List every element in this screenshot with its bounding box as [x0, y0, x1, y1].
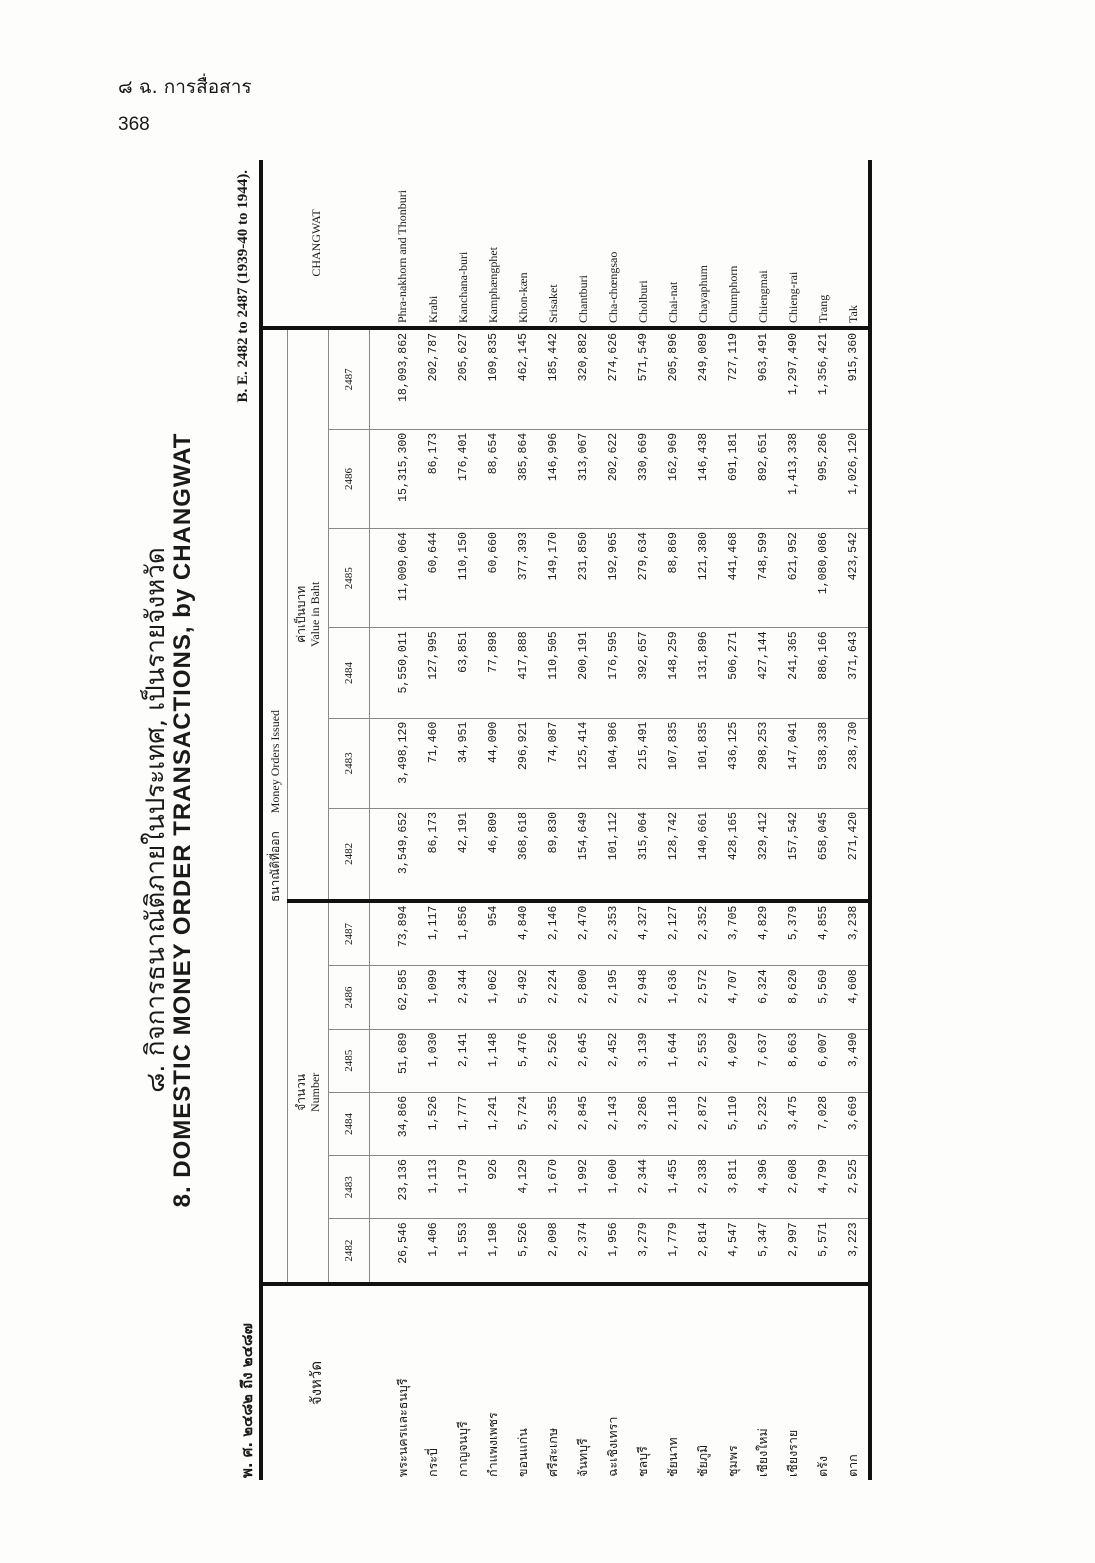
number-cell: 23,136: [370, 1156, 419, 1219]
number-cell: 2,872: [688, 1092, 718, 1155]
number-cell: 7,637: [748, 1029, 778, 1092]
changwat-name-thai: ขอนแก่น: [508, 1284, 538, 1480]
section-label: ๘ ฉ. การสื่อสาร: [118, 76, 252, 98]
value-cell: 192,965: [598, 529, 628, 628]
number-cell: 926: [478, 1156, 508, 1219]
value-cell: 371,643: [838, 628, 870, 718]
header-number-english: Number: [308, 1072, 322, 1113]
value-cell: 441,468: [718, 529, 748, 628]
value-cell: 249,089: [688, 328, 718, 429]
value-cell: 915,360: [838, 328, 870, 429]
value-cell: 71,460: [418, 718, 448, 808]
value-cell: 313,067: [568, 429, 598, 528]
value-cell: 205,896: [658, 328, 688, 429]
header-group-thai: ธนาณัติที่ออก: [267, 831, 282, 903]
number-cell: 2,338: [688, 1156, 718, 1219]
changwat-name-thai: พระนครและธนบุรี: [370, 1284, 419, 1480]
changwat-name-english: Phra-nakhorn and Thonburi: [370, 160, 419, 328]
value-cell: 176,595: [598, 628, 628, 718]
number-cell: 1,644: [658, 1029, 688, 1092]
value-cell: 571,549: [628, 328, 658, 429]
value-cell: 110,150: [448, 529, 478, 628]
value-cell: 320,882: [568, 328, 598, 429]
changwat-name-thai: ชุมพร: [718, 1284, 748, 1480]
header-value-thai: ค่าเป็นบาท: [294, 585, 308, 643]
number-cell: 1,636: [658, 966, 688, 1029]
value-cell: 46,809: [478, 808, 508, 900]
value-cell: 60,644: [418, 529, 448, 628]
changwat-name-thai: จันทบุรี: [568, 1284, 598, 1480]
value-cell: 427,144: [748, 628, 778, 718]
number-cell: 2,143: [598, 1092, 628, 1155]
value-cell: 18,093,862: [370, 328, 419, 429]
value-cell: 110,505: [538, 628, 568, 718]
changwat-name-thai: กระบี่: [418, 1284, 448, 1480]
changwat-name-thai: ตรัง: [808, 1284, 838, 1480]
value-cell: 748,599: [748, 529, 778, 628]
value-cell: 200,191: [568, 628, 598, 718]
changwat-name-english: Chieng-rai: [778, 160, 808, 328]
table-row: [688, 160, 718, 1480]
number-cell: 1,455: [658, 1156, 688, 1219]
value-cell: 329,412: [748, 808, 778, 900]
number-cell: 2,118: [658, 1092, 688, 1155]
number-cell: 1,198: [478, 1219, 508, 1284]
number-cell: 4,707: [718, 966, 748, 1029]
value-cell: 658,045: [808, 808, 838, 900]
money-order-table: [259, 160, 872, 1480]
number-cell: 2,141: [448, 1029, 478, 1092]
value-cell: 157,542: [778, 808, 808, 900]
changwat-name-english: Srisaket: [538, 160, 568, 328]
value-cell: 109,835: [478, 328, 508, 429]
header-number: [288, 901, 329, 1284]
changwat-name-english: Chantburi: [568, 160, 598, 328]
value-cell: 121,380: [688, 529, 718, 628]
value-cell: 146,438: [688, 429, 718, 528]
table-row: [508, 160, 538, 1480]
header-year-value-2486: 2486: [329, 429, 370, 528]
number-cell: 5,569: [808, 966, 838, 1029]
number-cell: 3,475: [778, 1092, 808, 1155]
value-cell: 423,542: [838, 529, 870, 628]
number-cell: 4,799: [808, 1156, 838, 1219]
number-cell: 4,829: [748, 901, 778, 966]
value-cell: 89,830: [538, 808, 568, 900]
header-year-value-2485: 2485: [329, 529, 370, 628]
number-cell: 2,224: [538, 966, 568, 1029]
number-cell: 5,526: [508, 1219, 538, 1284]
number-cell: 2,098: [538, 1219, 568, 1284]
value-cell: 146,996: [538, 429, 568, 528]
header-year-value-2484: 2484: [329, 628, 370, 718]
number-cell: 2,344: [448, 966, 478, 1029]
number-cell: 2,344: [628, 1156, 658, 1219]
value-cell: 298,253: [748, 718, 778, 808]
value-cell: 538,338: [808, 718, 838, 808]
value-cell: 63,851: [448, 628, 478, 718]
changwat-name-english: Chiengmai: [748, 160, 778, 328]
changwat-name-thai: ฉะเชิงเทรา: [598, 1284, 628, 1480]
number-cell: 5,476: [508, 1029, 538, 1092]
page-number: 368: [118, 114, 150, 135]
number-cell: 62,585: [370, 966, 419, 1029]
value-cell: 86,173: [418, 808, 448, 900]
number-cell: 2,845: [568, 1092, 598, 1155]
value-cell: 42,191: [448, 808, 478, 900]
changwat-name-thai: ตาก: [838, 1284, 870, 1480]
number-cell: 4,855: [808, 901, 838, 966]
value-cell: 107,835: [658, 718, 688, 808]
number-cell: 2,948: [628, 966, 658, 1029]
value-cell: 377,393: [508, 529, 538, 628]
number-cell: 1,148: [478, 1029, 508, 1092]
number-cell: 2,452: [598, 1029, 628, 1092]
number-cell: 2,525: [838, 1156, 870, 1219]
number-cell: 3,139: [628, 1029, 658, 1092]
table-row: [778, 160, 808, 1480]
header-group-english: Money Orders Issued: [267, 709, 282, 814]
value-cell: 149,170: [538, 529, 568, 628]
value-cell: 330,669: [628, 429, 658, 528]
value-cell: 241,365: [778, 628, 808, 718]
number-cell: 3,490: [838, 1029, 870, 1092]
value-cell: 162,969: [658, 429, 688, 528]
changwat-name-english: Cholburi: [628, 160, 658, 328]
value-cell: 127,995: [418, 628, 448, 718]
value-cell: 205,627: [448, 328, 478, 429]
value-cell: 147,041: [778, 718, 808, 808]
changwat-name-thai: กาญจนบุรี: [448, 1284, 478, 1480]
number-cell: 51,689: [370, 1029, 419, 1092]
number-cell: 3,811: [718, 1156, 748, 1219]
header-number-thai: จำนวน: [294, 1073, 308, 1111]
table-row: [718, 160, 748, 1480]
value-cell: 3,498,129: [370, 718, 419, 808]
table-row: [838, 160, 870, 1480]
number-cell: 1,030: [418, 1029, 448, 1092]
number-cell: 7,028: [808, 1092, 838, 1155]
number-cell: 5,110: [718, 1092, 748, 1155]
table-row: [808, 160, 838, 1480]
value-cell: 202,622: [598, 429, 628, 528]
value-cell: 101,112: [598, 808, 628, 900]
table-row: [448, 160, 478, 1480]
number-cell: 2,374: [568, 1219, 598, 1284]
number-cell: 2,800: [568, 966, 598, 1029]
number-cell: 3,705: [718, 901, 748, 966]
header-year-value-2482: 2482: [329, 808, 370, 900]
value-cell: 368,618: [508, 808, 538, 900]
number-cell: 3,238: [838, 901, 870, 966]
number-cell: 2,526: [538, 1029, 568, 1092]
value-cell: 101,835: [688, 718, 718, 808]
value-cell: 1,026,120: [838, 429, 870, 528]
number-cell: 8,663: [778, 1029, 808, 1092]
table-title-english: 8. DOMESTIC MONEY ORDER TRANSACTIONS, by CHANGWAT: [169, 432, 196, 1208]
value-cell: 691,181: [718, 429, 748, 528]
header-year-number-2486: 2486: [329, 966, 370, 1029]
value-cell: 392,657: [628, 628, 658, 718]
number-cell: 1,600: [598, 1156, 628, 1219]
number-cell: 1,553: [448, 1219, 478, 1284]
table-body: [370, 160, 871, 1480]
number-cell: 1,113: [418, 1156, 448, 1219]
value-cell: 271,420: [838, 808, 870, 900]
header-value: [288, 328, 329, 901]
number-cell: 3,223: [838, 1219, 870, 1284]
changwat-name-english: Khon-kæn: [508, 160, 538, 328]
table-title-thai: ๘. กิจการธนาณัติภายในประเทศ, เป็นรายจังหวัด: [141, 547, 171, 1093]
table-row: [478, 160, 508, 1480]
number-cell: 5,492: [508, 966, 538, 1029]
number-cell: 2,470: [568, 901, 598, 966]
value-cell: 148,259: [658, 628, 688, 718]
number-cell: 2,645: [568, 1029, 598, 1092]
value-cell: 995,286: [808, 429, 838, 528]
value-cell: 104,986: [598, 718, 628, 808]
period-thai: พ. ศ. ๒๔๘๒ ถึง ๒๔๘๗: [238, 1323, 256, 1478]
header-changwat-thai: จังหวัด: [261, 1284, 370, 1480]
number-cell: 5,347: [748, 1219, 778, 1284]
value-cell: 279,634: [628, 529, 658, 628]
number-cell: 1,856: [448, 901, 478, 966]
header-changwat-english: CHANGWAT: [261, 160, 370, 328]
number-cell: 4,129: [508, 1156, 538, 1219]
number-cell: 1,099: [418, 966, 448, 1029]
number-cell: 73,894: [370, 901, 419, 966]
value-cell: 3,549,652: [370, 808, 419, 900]
number-cell: 2,572: [688, 966, 718, 1029]
changwat-name-thai: กำแพงเพชร: [478, 1284, 508, 1480]
number-cell: 1,406: [418, 1219, 448, 1284]
header-year-number-2482: 2482: [329, 1219, 370, 1284]
number-cell: 34,866: [370, 1092, 419, 1155]
value-cell: 886,166: [808, 628, 838, 718]
number-cell: 1,992: [568, 1156, 598, 1219]
number-cell: 3,279: [628, 1219, 658, 1284]
changwat-name-thai: ชัยนาท: [658, 1284, 688, 1480]
number-cell: 2,608: [778, 1156, 808, 1219]
table-row: [598, 160, 628, 1480]
value-cell: 963,491: [748, 328, 778, 429]
number-cell: 2,146: [538, 901, 568, 966]
value-cell: 231,850: [568, 529, 598, 628]
number-cell: 1,179: [448, 1156, 478, 1219]
number-cell: 954: [478, 901, 508, 966]
header-year-value-2487: 2487: [329, 328, 370, 429]
number-cell: 5,232: [748, 1092, 778, 1155]
changwat-name-english: Krabi: [418, 160, 448, 328]
header-year-number-2487: 2487: [329, 901, 370, 966]
changwat-name-thai: เชียงราย: [778, 1284, 808, 1480]
number-cell: 2,997: [778, 1219, 808, 1284]
value-cell: 385,864: [508, 429, 538, 528]
value-cell: 15,315,300: [370, 429, 419, 528]
value-cell: 1,297,490: [778, 328, 808, 429]
number-cell: 2,127: [658, 901, 688, 966]
number-cell: 26,546: [370, 1219, 419, 1284]
value-cell: 44,090: [478, 718, 508, 808]
value-cell: 60,660: [478, 529, 508, 628]
value-cell: 428,165: [718, 808, 748, 900]
number-cell: 1,117: [418, 901, 448, 966]
number-cell: 4,608: [838, 966, 870, 1029]
value-cell: 1,080,086: [808, 529, 838, 628]
value-cell: 1,413,338: [778, 429, 808, 528]
value-cell: 621,952: [778, 529, 808, 628]
changwat-name-thai: เชียงใหม่: [748, 1284, 778, 1480]
number-cell: 5,379: [778, 901, 808, 966]
table-row: [658, 160, 688, 1480]
value-cell: 202,787: [418, 328, 448, 429]
rotated-table-page: [135, 160, 965, 1480]
value-cell: 176,401: [448, 429, 478, 528]
table-row: [628, 160, 658, 1480]
value-cell: 185,442: [538, 328, 568, 429]
header-year-row: [329, 160, 370, 1480]
value-cell: 274,626: [598, 328, 628, 429]
header-year-number-2484: 2484: [329, 1092, 370, 1155]
header-year-number-2483: 2483: [329, 1156, 370, 1219]
number-cell: 4,029: [718, 1029, 748, 1092]
value-cell: 727,119: [718, 328, 748, 429]
number-cell: 2,352: [688, 901, 718, 966]
changwat-name-english: Chai-nat: [658, 160, 688, 328]
table-row: [748, 160, 778, 1480]
number-cell: 1,241: [478, 1092, 508, 1155]
number-cell: 2,553: [688, 1029, 718, 1092]
value-cell: 131,896: [688, 628, 718, 718]
changwat-name-english: Trang: [808, 160, 838, 328]
changwat-name-english: Kanchana-buri: [448, 160, 478, 328]
changwat-name-english: Cha-chœngsao: [598, 160, 628, 328]
table-row: [538, 160, 568, 1480]
period-english: B. E. 2482 to 2487 (1939-40 to 1944).: [235, 170, 251, 403]
number-cell: 5,571: [808, 1219, 838, 1284]
number-cell: 2,814: [688, 1219, 718, 1284]
header-year-number-2485: 2485: [329, 1029, 370, 1092]
number-cell: 6,324: [748, 966, 778, 1029]
changwat-name-thai: ศรีสะเกษ: [538, 1284, 568, 1480]
table-row: [370, 160, 419, 1480]
changwat-name-english: Kamphængphet: [478, 160, 508, 328]
number-cell: 4,547: [718, 1219, 748, 1284]
value-cell: 77,898: [478, 628, 508, 718]
changwat-name-thai: ชัยภูมิ: [688, 1284, 718, 1480]
header-year-value-2483: 2483: [329, 718, 370, 808]
number-cell: 2,355: [538, 1092, 568, 1155]
changwat-name-thai: ชลบุรี: [628, 1284, 658, 1480]
value-cell: 88,869: [658, 529, 688, 628]
value-cell: 88,654: [478, 429, 508, 528]
value-cell: 296,921: [508, 718, 538, 808]
number-cell: 1,779: [658, 1219, 688, 1284]
value-cell: 128,742: [658, 808, 688, 900]
value-cell: 154,649: [568, 808, 598, 900]
value-cell: 315,064: [628, 808, 658, 900]
number-cell: 4,396: [748, 1156, 778, 1219]
number-cell: 1,062: [478, 966, 508, 1029]
changwat-name-english: Tak: [838, 160, 870, 328]
value-cell: 215,491: [628, 718, 658, 808]
header-money-orders-issued: [261, 328, 288, 1284]
number-cell: 2,195: [598, 966, 628, 1029]
value-cell: 11,009,064: [370, 529, 419, 628]
value-cell: 140,661: [688, 808, 718, 900]
number-cell: 3,669: [838, 1092, 870, 1155]
changwat-name-english: Chumphorn: [718, 160, 748, 328]
number-cell: 4,840: [508, 901, 538, 966]
number-cell: 4,327: [628, 901, 658, 966]
value-cell: 74,087: [538, 718, 568, 808]
value-cell: 892,651: [748, 429, 778, 528]
number-cell: 1,526: [418, 1092, 448, 1155]
value-cell: 436,125: [718, 718, 748, 808]
value-cell: 125,414: [568, 718, 598, 808]
number-cell: 1,670: [538, 1156, 568, 1219]
value-cell: 1,356,421: [808, 328, 838, 429]
value-cell: 417,888: [508, 628, 538, 718]
value-cell: 462,145: [508, 328, 538, 429]
number-cell: 6,007: [808, 1029, 838, 1092]
number-cell: 1,777: [448, 1092, 478, 1155]
number-cell: 1,956: [598, 1219, 628, 1284]
value-cell: 34,951: [448, 718, 478, 808]
number-cell: 8,620: [778, 966, 808, 1029]
changwat-name-english: Chayaphum: [688, 160, 718, 328]
value-cell: 506,271: [718, 628, 748, 718]
value-cell: 238,730: [838, 718, 870, 808]
table-row: [418, 160, 448, 1480]
number-cell: 2,353: [598, 901, 628, 966]
value-cell: 86,173: [418, 429, 448, 528]
number-cell: 3,286: [628, 1092, 658, 1155]
header-value-english: Value in Baht: [308, 581, 322, 648]
table-row: [568, 160, 598, 1480]
number-cell: 5,724: [508, 1092, 538, 1155]
value-cell: 5,550,011: [370, 628, 419, 718]
